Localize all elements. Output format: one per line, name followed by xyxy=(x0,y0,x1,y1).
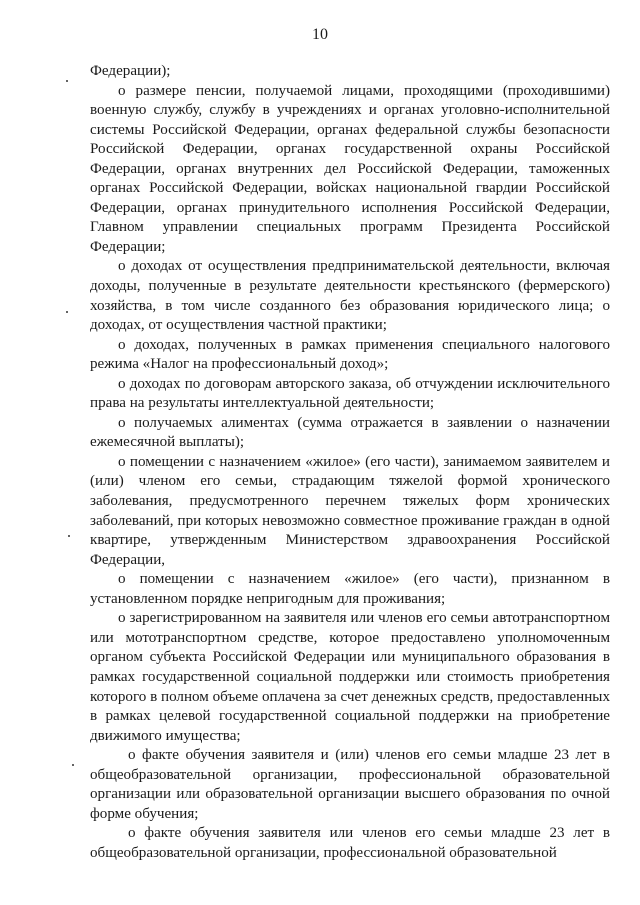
paragraph-business-income: о доходах от осуществления предпринимательской деятельности, включая доходы, полученные в результате деятельности крестьянского (фермерского) хозяйства, в том числе созданного без образования юридического лица; о доходах, от осуществления частной практики; xyxy=(90,258,610,334)
paragraph-education-1: о факте обучения заявителя и (или) членов его семьи младше 23 лет в общеобразовательной организации, профессиональной образовательной организации или образовательной организации высшего образования по очной форме обучения; xyxy=(90,747,610,822)
paragraph-residence-illness: о помещении с назначением «жилое» (его части), занимаемом заявителем и (или) членом его семьи, страдающим тяжелой формой хронического заболевания, предусмотренного перечнем тяжелых форм хронических заболеваний, при которых невозможно совместное проживание граждан в одной квартире, утвержденным Министерством здравоохранения Российской Федерации, xyxy=(90,453,610,568)
paragraph-vehicle: о зарегистрированном на заявителя или членов его семьи автотранспортном или мототранспортном средстве, которое предоставлено уполномоченным органом субъекта Российской Федерации или муниципального образования в рамках государственной социальной поддержки или стоимость приобретения которого в полном объеме оплачена за счет денежных средств, предоставленных в рамках целевой государственной социальной поддержки на приобретение движимого имущества; xyxy=(90,610,610,744)
scan-speck xyxy=(72,764,74,766)
paragraph-education-2: о факте обучения заявителя или членов его семьи младше 23 лет в общеобразовательной организации, профессиональной образовательной xyxy=(90,825,610,861)
scan-speck xyxy=(68,535,70,537)
paragraph-professional-income: о доходах, полученных в рамках применения специального налогового режима «Налог на профессиональный доход»; xyxy=(90,336,610,373)
page-number: 10 xyxy=(312,26,328,43)
paragraph-residence-unfit: о помещении с назначением «жилое» (его части), признанном в установленном порядке непригодным для проживания; xyxy=(90,571,610,607)
scan-speck xyxy=(66,311,68,313)
paragraph-alimony: о получаемых алиментах (сумма отражается в заявлении о назначении ежемесячной выплаты); xyxy=(90,414,610,451)
paragraph-author-contracts: о доходах по договорам авторского заказа, об отчуждении исключительного права на результаты интеллектуальной деятельности; xyxy=(90,375,610,412)
paragraph-federation-end: Федерации); xyxy=(90,63,171,79)
paragraph-pension: о размере пенсии, получаемой лицами, проходящими (проходившими) военную службу, службу в учреждениях и органах уголовно-исполнительной системы Российской Федерации, органах федеральной службы безопасности Российской Федерации, органах государственной охраны Российской Федерации, органах внутренних дел Российской Федерации, таможенных органах Российской Федерации, войсках национальной гвардии Российской Федерации, органах принудительного исполнения Российской Федерации, Главном управлении специальных программ Президента Российской Федерации; xyxy=(90,82,610,255)
scan-speck xyxy=(66,80,68,82)
document-body xyxy=(90,62,610,863)
